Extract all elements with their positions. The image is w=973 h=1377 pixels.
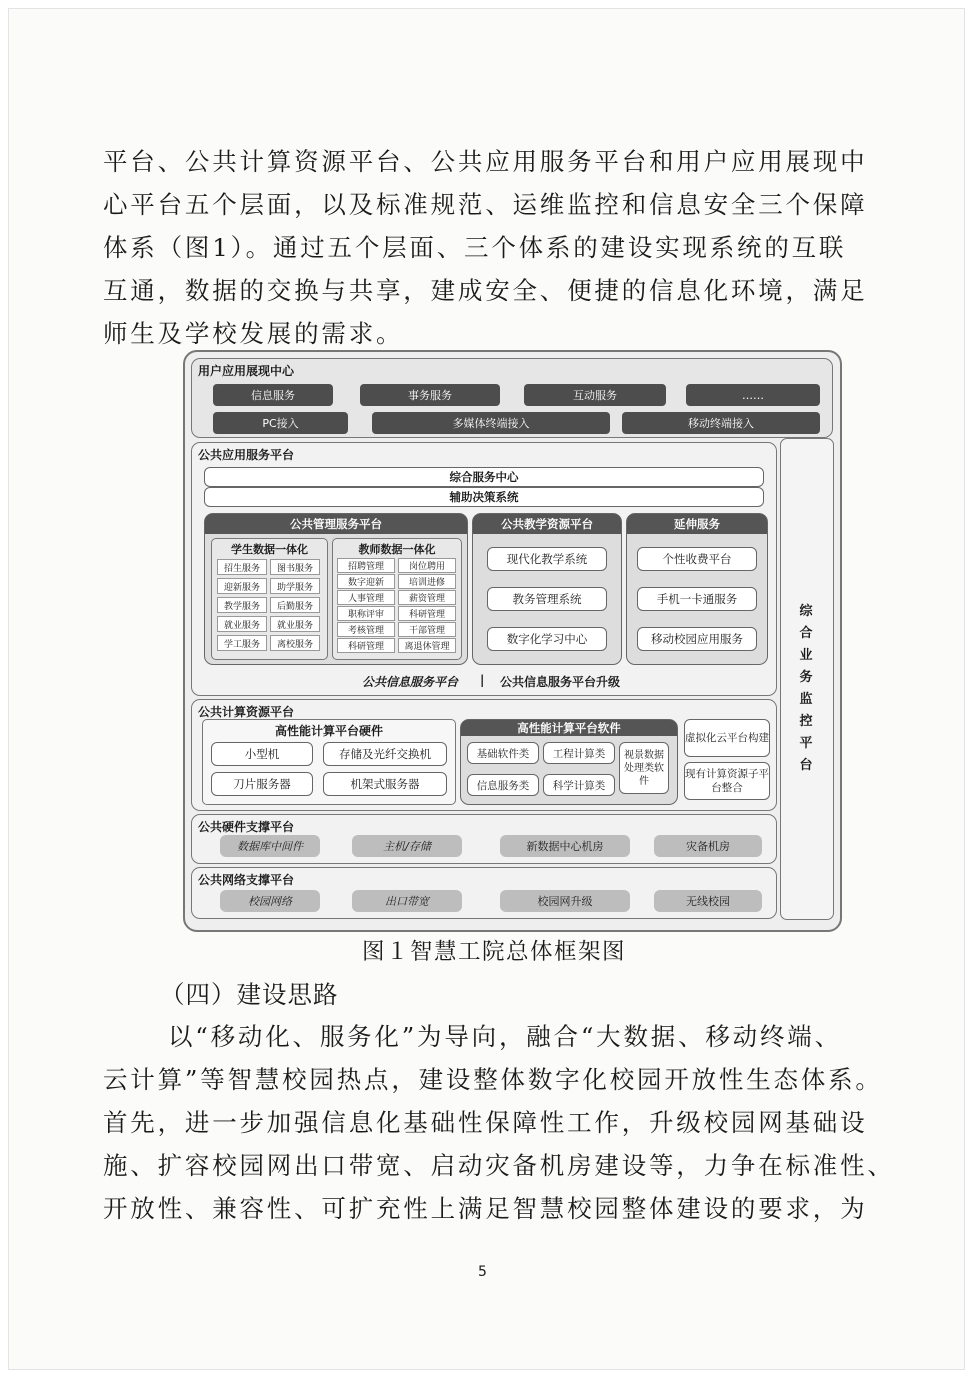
diagram-box: 移动终端接入 [622,412,820,434]
diagram-cell: 科研管理 [398,606,456,621]
diagram-cell: 培训进修 [398,574,456,589]
subgroup-title: 高性能计算平台硬件 [274,724,383,738]
diagram-box: 数据库中间件 [220,835,320,857]
diagram-cell: 教学服务 [217,597,267,613]
info-platform-label: 公共信息服务平台 [362,675,459,689]
diagram-box: …… [686,384,820,406]
diagram-cell: 就业服务 [270,616,320,632]
subgroup-title: 教师数据一体化 [358,543,436,556]
hardware-layer [191,814,777,864]
diagram-box: 无线校园 [654,890,762,912]
diagram-box: 现代化教学系统 [487,547,607,571]
diagram-box: 辅助决策系统 [204,487,764,507]
info-upgrade-label: 公共信息服务平台升级 [500,675,621,689]
side-title: 综合业务监控平台 [799,604,813,773]
paragraph-intro [103,140,867,355]
diagram-cell: 招聘管理 [337,558,395,573]
app-service-layer [191,442,777,696]
separator: | [480,673,485,687]
diagram-cell: 离校服务 [270,635,320,651]
group-title: 公共教学资源平台 [473,514,621,534]
text-line: 云计算”等智慧校园热点，建设整体数字化校园开放性生态体系。 [103,1065,883,1094]
diagram-box: 手机一卡通服务 [637,587,757,611]
user-layer [191,358,833,438]
diagram-box: 科学计算类 [543,774,615,796]
diagram-box: 信息服务 [213,384,333,406]
section-heading: （四）建设思路 [160,980,339,1009]
layer-title: 用户应用展现中心 [198,364,295,378]
layer-title: 公共应用服务平台 [198,448,295,462]
diagram-cell: 科研管理 [337,638,395,653]
text-line: 首先，进一步加强信息化基础性保障性工作，升级校园网基础设 [103,1108,868,1137]
diagram-box: 信息服务类 [467,774,539,796]
diagram-box: 校园网升级 [500,890,630,912]
teacher-subgroup [332,538,462,660]
diagram-cell: 岗位聘用 [398,558,456,573]
text-line: 体系（图1）。通过五个层面、三个体系的建设实现系统的互联 [103,233,847,262]
diagram-box: 灾备机房 [654,835,762,857]
diagram-cell: 图书服务 [270,559,320,575]
diagram-cell: 后勤服务 [270,597,320,613]
text-line: 以“移动化、服务化”为导向，融合“大数据、移动终端、 [168,1022,842,1051]
diagram-box: 刀片服务器 [211,772,313,796]
student-subgroup [211,538,328,660]
diagram-cell: 迎新服务 [217,578,267,594]
diagram-box: 数字化学习中心 [487,627,607,651]
mgmt-group [204,513,468,665]
diagram-box: 工程计算类 [543,742,615,764]
diagram-box: PC接入 [213,412,348,434]
diagram-cell: 薪资管理 [398,590,456,605]
diagram-box: 互动服务 [524,384,666,406]
diagram-cell: 助学服务 [270,578,320,594]
diagram-cell: 学工服务 [217,635,267,651]
diagram-box: 虚拟化云平台构建 [684,719,770,757]
text-line: 开放性、兼容性、可扩充性上满足智慧校园整体建设的要求，为 [103,1194,868,1223]
layer-title: 公共计算资源平台 [198,705,295,719]
network-layer [191,867,777,919]
diagram-cell: 职称评审 [337,606,395,621]
extend-group [626,513,768,665]
diagram-cell: 人事管理 [337,590,395,605]
text-line: 平台、公共计算资源平台、公共应用服务平台和用户应用展现中 [103,147,868,176]
diagram-box: 机架式服务器 [323,772,447,796]
group-title: 延伸服务 [627,514,767,534]
figure-caption: 图１智慧工院总体框架图 [362,939,627,965]
group-title: 公共管理服务平台 [205,514,467,534]
paragraph-approach [103,1015,895,1230]
diagram-box: 主机/存储 [352,835,462,857]
text-line: 施、扩容校园网出口带宽、启动灾备机房建设等，力争在标准性、 [103,1151,895,1180]
diagram-box: 存储及光纤交换机 [323,742,447,766]
diagram-box: 基础软件类 [467,742,539,764]
framework-diagram [183,350,842,932]
compute-layer [191,699,777,811]
diagram-box: 多媒体终端接入 [372,412,610,434]
diagram-cell: 数字迎新 [337,574,395,589]
diagram-cell: 考核管理 [337,622,395,637]
sw-group [460,719,678,805]
layer-title: 公共网络支撑平台 [198,873,295,887]
diagram-box: 小型机 [211,742,313,766]
teaching-group [472,513,622,665]
monitoring-platform [780,438,834,920]
diagram-box: 新数据中心机房 [500,835,630,857]
diagram-box: 个性收费平台 [637,547,757,571]
diagram-cell: 就业服务 [217,616,267,632]
hw-subgroup [202,719,456,805]
diagram-box: 视景数据处理类软件 [619,742,669,794]
text-line: 师生及学校发展的需求。 [103,319,404,348]
layer-title: 公共硬件支撑平台 [198,820,295,834]
group-title: 高性能计算平台软件 [461,720,677,736]
diagram-box: 出口带宽 [352,890,462,912]
diagram-cell: 招生服务 [217,559,267,575]
subgroup-title: 学生数据一体化 [231,543,308,556]
diagram-box: 校园网络 [220,890,320,912]
text-line: 互通，数据的交换与共享，建成安全、便捷的信息化环境，满足 [103,276,868,305]
diagram-box: 移动校园应用服务 [637,627,757,651]
diagram-box: 综合服务中心 [204,467,764,487]
text-line: 心平台五个层面，以及标准规范、运维监控和信息安全三个保障 [103,190,868,219]
diagram-box: 事务服务 [360,384,500,406]
page-number: 5 [478,1264,487,1280]
diagram-cell: 离退休管理 [398,638,456,653]
diagram-box: 教务管理系统 [487,587,607,611]
diagram-cell: 干部管理 [398,622,456,637]
diagram-box: 现有计算资源子平台整合 [684,762,770,800]
